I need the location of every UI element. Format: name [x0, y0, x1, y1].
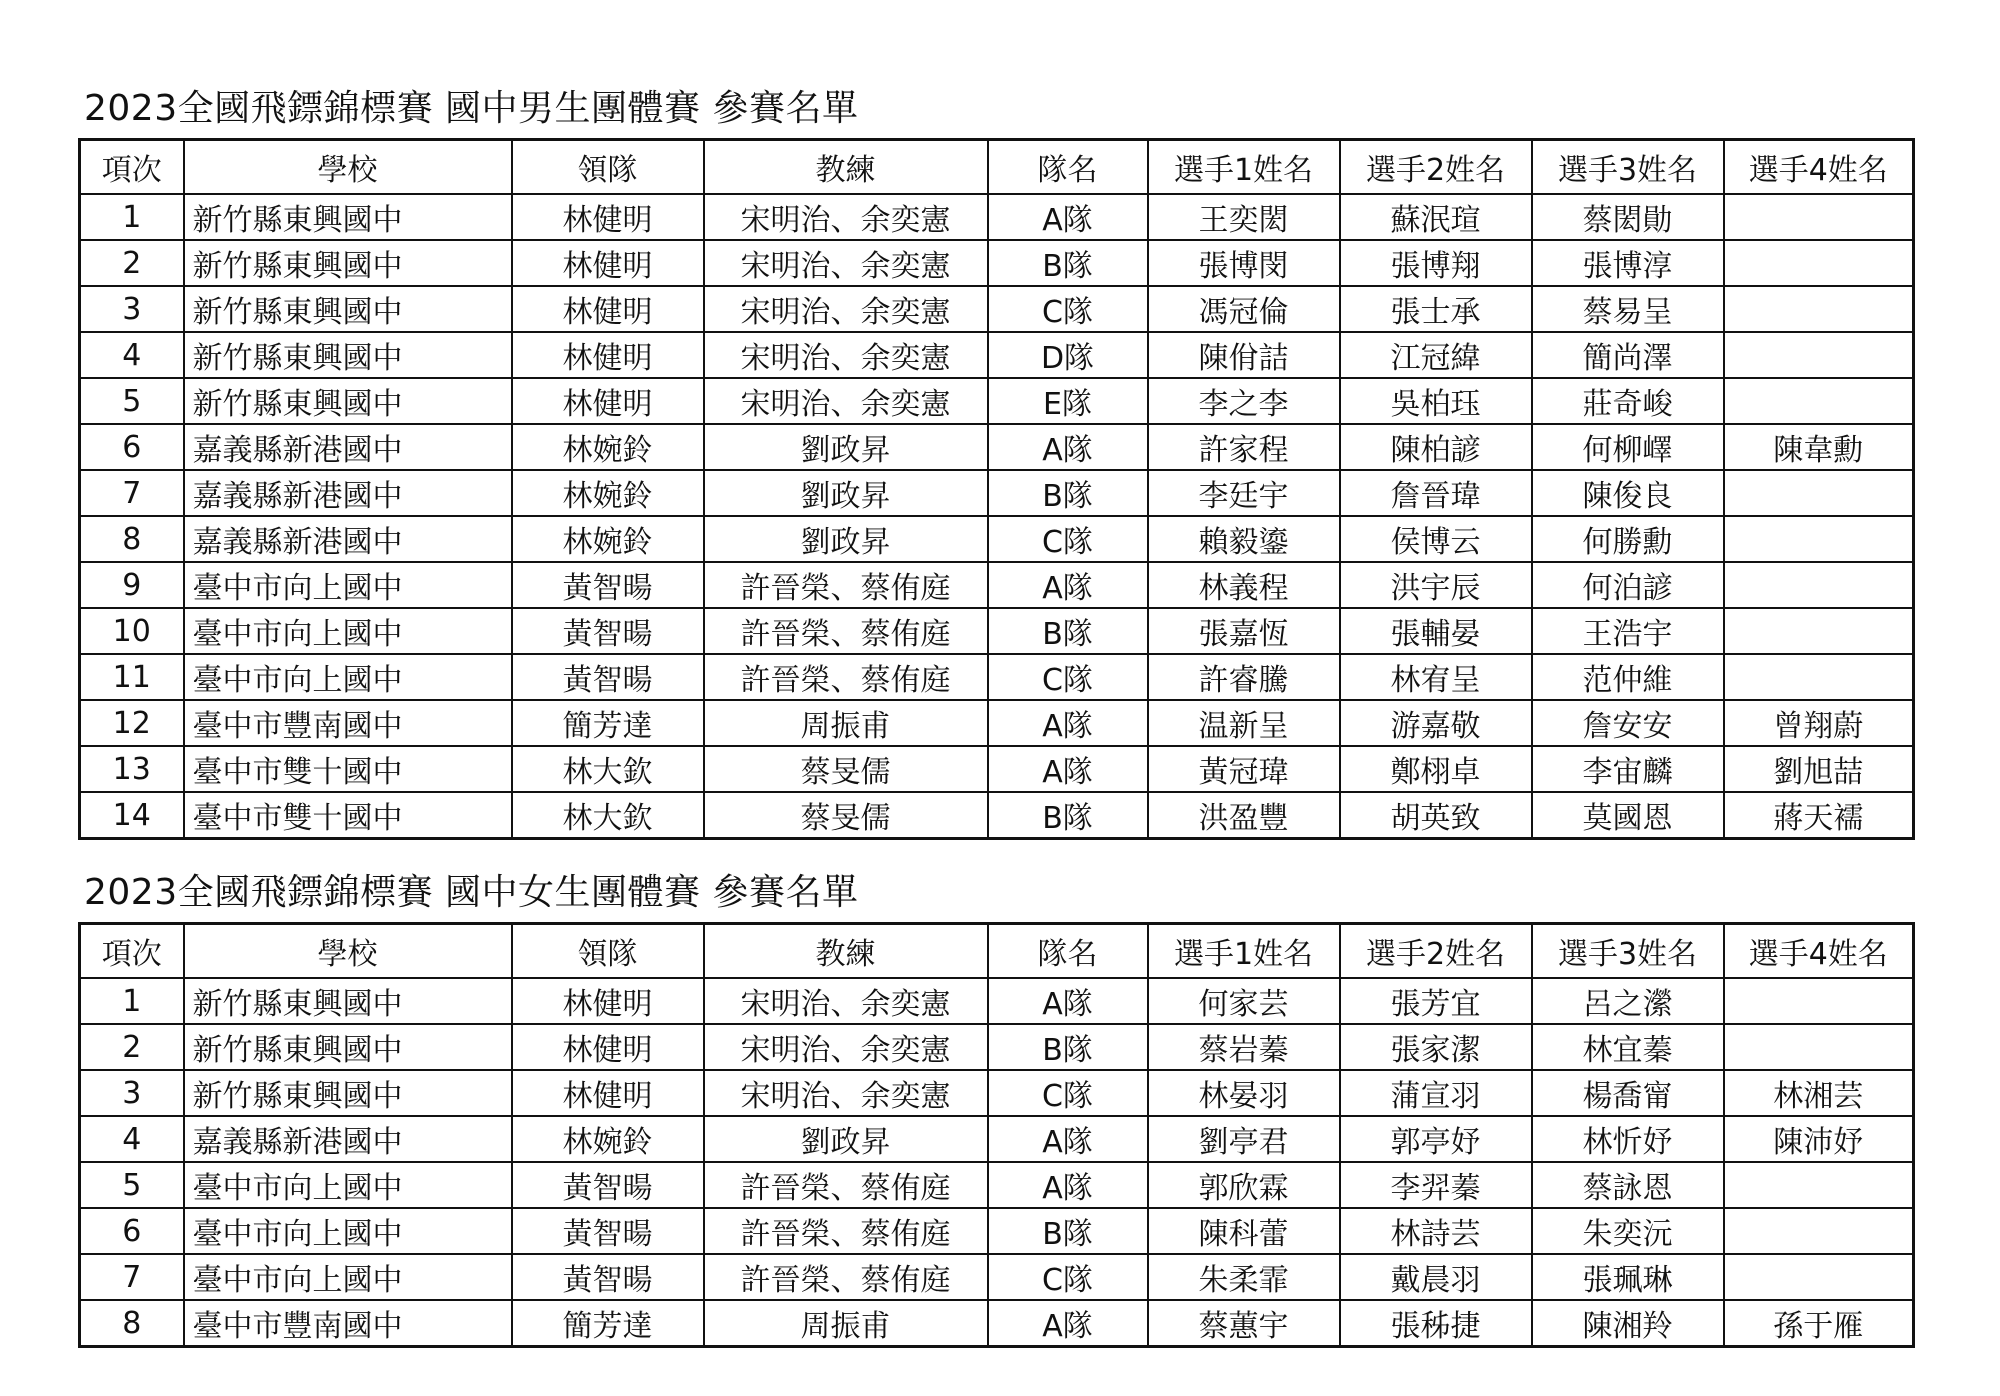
player4-cell: [1724, 332, 1914, 378]
team-leader-cell: 林婉鈴: [512, 470, 704, 516]
player2-cell: 吳柏珏: [1340, 378, 1532, 424]
player2-cell: 張博翔: [1340, 240, 1532, 286]
column-header-school: 學校: [184, 140, 512, 195]
school-cell: 新竹縣東興國中: [184, 378, 512, 424]
column-header-player1: 選手1姓名: [1148, 140, 1340, 195]
player4-cell: [1724, 194, 1914, 240]
team-name-cell: A隊: [988, 1116, 1148, 1162]
player3-cell: 何柳嶧: [1532, 424, 1724, 470]
girls-header-row: [80, 924, 1914, 979]
table-row: [80, 792, 1914, 839]
school-cell: 臺中市向上國中: [184, 608, 512, 654]
team-name-cell: B隊: [988, 240, 1148, 286]
team-leader-cell: 林健明: [512, 240, 704, 286]
player3-cell: 陳湘羚: [1532, 1300, 1724, 1347]
player2-cell: 陳柏諺: [1340, 424, 1532, 470]
column-header-team-name: 隊名: [988, 140, 1148, 195]
school-cell: 嘉義縣新港國中: [184, 424, 512, 470]
column-header-coach: 教練: [704, 924, 988, 979]
school-cell: 臺中市豐南國中: [184, 700, 512, 746]
player1-cell: 黃冠瑋: [1148, 746, 1340, 792]
player1-cell: 林晏羽: [1148, 1070, 1340, 1116]
number-cell: 11: [80, 654, 184, 700]
player1-cell: 郭欣霖: [1148, 1162, 1340, 1208]
table-row: [80, 516, 1914, 562]
coach-cell: 許晉榮、蔡侑庭: [704, 654, 988, 700]
team-leader-cell: 林健明: [512, 1024, 704, 1070]
number-cell: 4: [80, 1116, 184, 1162]
number-cell: 1: [80, 194, 184, 240]
player2-cell: 蒲宣羽: [1340, 1070, 1532, 1116]
player4-cell: [1724, 978, 1914, 1024]
team-leader-cell: 林健明: [512, 332, 704, 378]
number-cell: 10: [80, 608, 184, 654]
coach-cell: 宋明治、余奕憲: [704, 240, 988, 286]
player2-cell: 李羿蓁: [1340, 1162, 1532, 1208]
school-cell: 嘉義縣新港國中: [184, 1116, 512, 1162]
player3-cell: 王浩宇: [1532, 608, 1724, 654]
number-cell: 14: [80, 792, 184, 839]
player1-cell: 陳科蕾: [1148, 1208, 1340, 1254]
player1-cell: 陳佾詰: [1148, 332, 1340, 378]
coach-cell: 周振甫: [704, 1300, 988, 1347]
team-leader-cell: 簡芳達: [512, 700, 704, 746]
player4-cell: [1724, 562, 1914, 608]
school-cell: 臺中市向上國中: [184, 1254, 512, 1300]
team-leader-cell: 黃智暘: [512, 654, 704, 700]
player3-cell: 朱奕沅: [1532, 1208, 1724, 1254]
team-leader-cell: 黃智暘: [512, 608, 704, 654]
team-leader-cell: 黃智暘: [512, 562, 704, 608]
team-name-cell: C隊: [988, 286, 1148, 332]
girls-roster-title: 2023全國飛鏢錦標賽 國中女生團體賽 參賽名單: [84, 872, 859, 913]
player1-cell: 馮冠倫: [1148, 286, 1340, 332]
table-row: [80, 286, 1914, 332]
team-name-cell: B隊: [988, 470, 1148, 516]
player4-cell: 林湘芸: [1724, 1070, 1914, 1116]
table-row: [80, 332, 1914, 378]
team-name-cell: A隊: [988, 562, 1148, 608]
player2-cell: 鄭栩卓: [1340, 746, 1532, 792]
boys-roster-body: [80, 194, 1914, 839]
table-row: [80, 1162, 1914, 1208]
school-cell: 新竹縣東興國中: [184, 1024, 512, 1070]
player1-cell: 林義程: [1148, 562, 1340, 608]
column-header-coach: 教練: [704, 140, 988, 195]
player4-cell: 孫于雁: [1724, 1300, 1914, 1347]
table-row: [80, 1024, 1914, 1070]
player1-cell: 蔡蕙宇: [1148, 1300, 1340, 1347]
number-cell: 5: [80, 1162, 184, 1208]
boys-header-row: [80, 140, 1914, 195]
number-cell: 9: [80, 562, 184, 608]
player3-cell: 張珮琳: [1532, 1254, 1724, 1300]
player1-cell: 許睿騰: [1148, 654, 1340, 700]
coach-cell: 劉政昇: [704, 516, 988, 562]
girls-roster-body: [80, 978, 1914, 1347]
number-cell: 12: [80, 700, 184, 746]
table-row: [80, 1070, 1914, 1116]
team-leader-cell: 林健明: [512, 978, 704, 1024]
coach-cell: 宋明治、余奕憲: [704, 332, 988, 378]
player2-cell: 張士承: [1340, 286, 1532, 332]
column-header-player1: 選手1姓名: [1148, 924, 1340, 979]
school-cell: 臺中市向上國中: [184, 654, 512, 700]
player3-cell: 何泊諺: [1532, 562, 1724, 608]
player1-cell: 洪盈豐: [1148, 792, 1340, 839]
player4-cell: [1724, 378, 1914, 424]
player4-cell: 陳沛妤: [1724, 1116, 1914, 1162]
number-cell: 7: [80, 470, 184, 516]
player2-cell: 張芳宜: [1340, 978, 1532, 1024]
table-row: [80, 1208, 1914, 1254]
column-header-player2: 選手2姓名: [1340, 924, 1532, 979]
player3-cell: 林忻妤: [1532, 1116, 1724, 1162]
school-cell: 新竹縣東興國中: [184, 194, 512, 240]
number-cell: 8: [80, 1300, 184, 1347]
coach-cell: 許晉榮、蔡侑庭: [704, 608, 988, 654]
school-cell: 臺中市豐南國中: [184, 1300, 512, 1347]
column-header-team-leader: 領隊: [512, 140, 704, 195]
table-row: [80, 562, 1914, 608]
player4-cell: [1724, 654, 1914, 700]
coach-cell: 許晉榮、蔡侑庭: [704, 1254, 988, 1300]
player4-cell: [1724, 1024, 1914, 1070]
coach-cell: 許晉榮、蔡侑庭: [704, 1162, 988, 1208]
player3-cell: 蔡閎勛: [1532, 194, 1724, 240]
school-cell: 嘉義縣新港國中: [184, 516, 512, 562]
player1-cell: 賴毅鎏: [1148, 516, 1340, 562]
player2-cell: 林詩芸: [1340, 1208, 1532, 1254]
team-leader-cell: 林婉鈴: [512, 1116, 704, 1162]
team-leader-cell: 簡芳達: [512, 1300, 704, 1347]
boys-roster-table: [78, 138, 1915, 840]
team-leader-cell: 林婉鈴: [512, 424, 704, 470]
team-name-cell: B隊: [988, 608, 1148, 654]
number-cell: 2: [80, 1024, 184, 1070]
coach-cell: 劉政昇: [704, 470, 988, 516]
number-cell: 3: [80, 1070, 184, 1116]
table-row: [80, 470, 1914, 516]
number-cell: 2: [80, 240, 184, 286]
player3-cell: 陳俊良: [1532, 470, 1724, 516]
column-header-player3: 選手3姓名: [1532, 140, 1724, 195]
player3-cell: 張博淳: [1532, 240, 1724, 286]
player2-cell: 江冠緯: [1340, 332, 1532, 378]
player3-cell: 呂之瀠: [1532, 978, 1724, 1024]
table-row: [80, 424, 1914, 470]
player1-cell: 張嘉恆: [1148, 608, 1340, 654]
team-name-cell: D隊: [988, 332, 1148, 378]
coach-cell: 周振甫: [704, 700, 988, 746]
column-header-team-name: 隊名: [988, 924, 1148, 979]
school-cell: 臺中市向上國中: [184, 1162, 512, 1208]
number-cell: 3: [80, 286, 184, 332]
player2-cell: 戴晨羽: [1340, 1254, 1532, 1300]
player2-cell: 蘇泯瑄: [1340, 194, 1532, 240]
team-name-cell: A隊: [988, 978, 1148, 1024]
coach-cell: 許晉榮、蔡侑庭: [704, 562, 988, 608]
team-name-cell: A隊: [988, 700, 1148, 746]
number-cell: 8: [80, 516, 184, 562]
coach-cell: 劉政昇: [704, 424, 988, 470]
school-cell: 新竹縣東興國中: [184, 240, 512, 286]
player3-cell: 莫國恩: [1532, 792, 1724, 839]
team-name-cell: C隊: [988, 654, 1148, 700]
player4-cell: [1724, 470, 1914, 516]
number-cell: 5: [80, 378, 184, 424]
girls-roster-section: [78, 868, 1912, 1348]
team-leader-cell: 黃智暘: [512, 1254, 704, 1300]
team-leader-cell: 林大欽: [512, 746, 704, 792]
team-name-cell: A隊: [988, 1300, 1148, 1347]
player1-cell: 王奕閎: [1148, 194, 1340, 240]
team-name-cell: C隊: [988, 1070, 1148, 1116]
coach-cell: 蔡旻儒: [704, 792, 988, 839]
team-name-cell: C隊: [988, 516, 1148, 562]
number-cell: 4: [80, 332, 184, 378]
player3-cell: 范仲維: [1532, 654, 1724, 700]
player1-cell: 朱柔霏: [1148, 1254, 1340, 1300]
table-row: [80, 608, 1914, 654]
player3-cell: 李宙麟: [1532, 746, 1724, 792]
player1-cell: 何家芸: [1148, 978, 1340, 1024]
team-leader-cell: 林婉鈴: [512, 516, 704, 562]
coach-cell: 宋明治、余奕憲: [704, 1024, 988, 1070]
school-cell: 臺中市向上國中: [184, 1208, 512, 1254]
player4-cell: 蔣天襦: [1724, 792, 1914, 839]
player2-cell: 游嘉敬: [1340, 700, 1532, 746]
coach-cell: 宋明治、余奕憲: [704, 1070, 988, 1116]
coach-cell: 宋明治、余奕憲: [704, 286, 988, 332]
player4-cell: [1724, 1254, 1914, 1300]
column-header-team-leader: 領隊: [512, 924, 704, 979]
table-row: [80, 654, 1914, 700]
table-row: [80, 1254, 1914, 1300]
table-row: [80, 194, 1914, 240]
column-header-number: 項次: [80, 924, 184, 979]
player3-cell: 簡尚澤: [1532, 332, 1724, 378]
school-cell: 臺中市雙十國中: [184, 746, 512, 792]
player1-cell: 許家程: [1148, 424, 1340, 470]
player3-cell: 楊喬甯: [1532, 1070, 1724, 1116]
player1-cell: 蔡岩蓁: [1148, 1024, 1340, 1070]
coach-cell: 宋明治、余奕憲: [704, 194, 988, 240]
player4-cell: [1724, 1208, 1914, 1254]
coach-cell: 蔡旻儒: [704, 746, 988, 792]
coach-cell: 宋明治、余奕憲: [704, 378, 988, 424]
table-row: [80, 378, 1914, 424]
team-leader-cell: 林健明: [512, 286, 704, 332]
school-cell: 嘉義縣新港國中: [184, 470, 512, 516]
column-header-player4: 選手4姓名: [1724, 924, 1914, 979]
player1-cell: 温新呈: [1148, 700, 1340, 746]
table-row: [80, 746, 1914, 792]
table-row: [80, 978, 1914, 1024]
player4-cell: [1724, 240, 1914, 286]
table-row: [80, 1116, 1914, 1162]
school-cell: 新竹縣東興國中: [184, 286, 512, 332]
player4-cell: 劉旭喆: [1724, 746, 1914, 792]
school-cell: 臺中市雙十國中: [184, 792, 512, 839]
team-name-cell: A隊: [988, 1162, 1148, 1208]
player2-cell: 侯博云: [1340, 516, 1532, 562]
player4-cell: [1724, 1162, 1914, 1208]
player3-cell: 詹安安: [1532, 700, 1724, 746]
player2-cell: 張輔晏: [1340, 608, 1532, 654]
player2-cell: 林宥呈: [1340, 654, 1532, 700]
team-leader-cell: 林健明: [512, 194, 704, 240]
team-leader-cell: 林健明: [512, 1070, 704, 1116]
player2-cell: 詹晉瑋: [1340, 470, 1532, 516]
player1-cell: 李之李: [1148, 378, 1340, 424]
school-cell: 新竹縣東興國中: [184, 1070, 512, 1116]
coach-cell: 許晉榮、蔡侑庭: [704, 1208, 988, 1254]
team-name-cell: E隊: [988, 378, 1148, 424]
player2-cell: 郭亭妤: [1340, 1116, 1532, 1162]
player4-cell: [1724, 516, 1914, 562]
girls-roster-table: [78, 922, 1915, 1348]
team-leader-cell: 林大欽: [512, 792, 704, 839]
player1-cell: 劉亭君: [1148, 1116, 1340, 1162]
player3-cell: 蔡易呈: [1532, 286, 1724, 332]
school-cell: 臺中市向上國中: [184, 562, 512, 608]
player3-cell: 林宜蓁: [1532, 1024, 1724, 1070]
table-row: [80, 240, 1914, 286]
column-header-player4: 選手4姓名: [1724, 140, 1914, 195]
player3-cell: 蔡詠恩: [1532, 1162, 1724, 1208]
column-header-player3: 選手3姓名: [1532, 924, 1724, 979]
player3-cell: 何勝勳: [1532, 516, 1724, 562]
player4-cell: [1724, 608, 1914, 654]
column-header-number: 項次: [80, 140, 184, 195]
player1-cell: 李廷宇: [1148, 470, 1340, 516]
number-cell: 1: [80, 978, 184, 1024]
player4-cell: [1724, 286, 1914, 332]
team-name-cell: A隊: [988, 424, 1148, 470]
team-name-cell: B隊: [988, 1208, 1148, 1254]
coach-cell: 宋明治、余奕憲: [704, 978, 988, 1024]
team-name-cell: C隊: [988, 1254, 1148, 1300]
player2-cell: 張秭捷: [1340, 1300, 1532, 1347]
player2-cell: 胡英致: [1340, 792, 1532, 839]
player3-cell: 莊奇峻: [1532, 378, 1724, 424]
column-header-school: 學校: [184, 924, 512, 979]
number-cell: 6: [80, 1208, 184, 1254]
column-header-player2: 選手2姓名: [1340, 140, 1532, 195]
table-row: [80, 1300, 1914, 1347]
table-row: [80, 700, 1914, 746]
coach-cell: 劉政昇: [704, 1116, 988, 1162]
player2-cell: 洪宇辰: [1340, 562, 1532, 608]
number-cell: 7: [80, 1254, 184, 1300]
school-cell: 新竹縣東興國中: [184, 978, 512, 1024]
player4-cell: 曾翔蔚: [1724, 700, 1914, 746]
team-leader-cell: 林健明: [512, 378, 704, 424]
player1-cell: 張博閔: [1148, 240, 1340, 286]
player4-cell: 陳韋勳: [1724, 424, 1914, 470]
boys-roster-title: 2023全國飛鏢錦標賽 國中男生團體賽 參賽名單: [84, 88, 859, 129]
team-name-cell: B隊: [988, 1024, 1148, 1070]
team-leader-cell: 黃智暘: [512, 1162, 704, 1208]
number-cell: 6: [80, 424, 184, 470]
team-name-cell: A隊: [988, 746, 1148, 792]
school-cell: 新竹縣東興國中: [184, 332, 512, 378]
player2-cell: 張家潔: [1340, 1024, 1532, 1070]
team-name-cell: B隊: [988, 792, 1148, 839]
number-cell: 13: [80, 746, 184, 792]
team-leader-cell: 黃智暘: [512, 1208, 704, 1254]
boys-roster-section: [78, 84, 1912, 840]
team-name-cell: A隊: [988, 194, 1148, 240]
